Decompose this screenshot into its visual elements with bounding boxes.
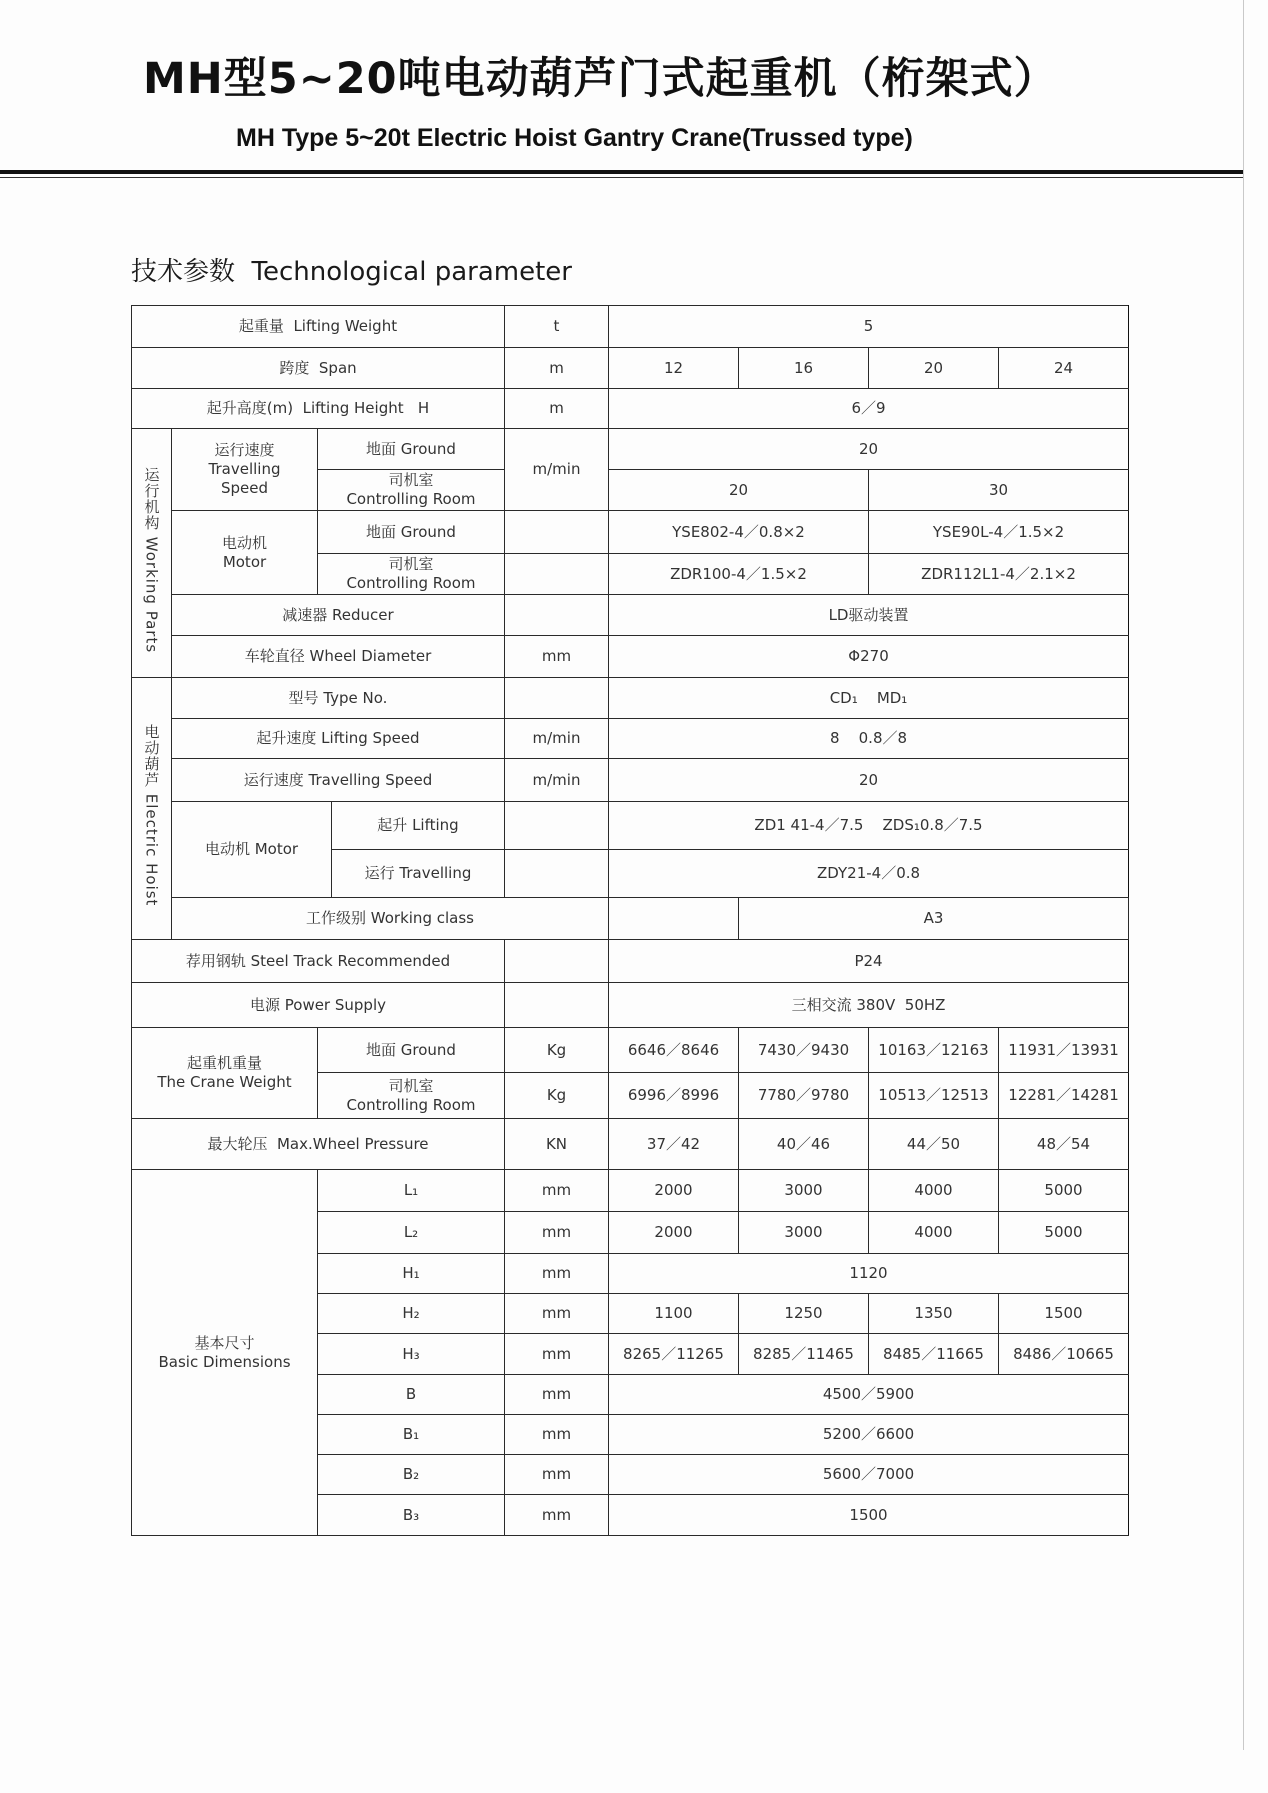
label-cell: 荐用钢轨 Steel Track Recommended [132, 940, 505, 983]
value-cell: 40／46 [739, 1119, 869, 1170]
sub-label-cell: L₁ [318, 1170, 505, 1212]
row-lifting-weight [132, 306, 1129, 348]
row-type-no [132, 678, 1129, 719]
sub-label-cell: 起升 Lifting [332, 802, 505, 850]
value-cell: Φ270 [609, 636, 1129, 678]
header-rule-thick [0, 170, 1243, 174]
value-cell: 20 [869, 348, 999, 389]
sub-label-cell: H₃ [318, 1334, 505, 1375]
spec-table [131, 305, 1129, 1536]
value-cell: 24 [999, 348, 1129, 389]
unit-cell: mm [505, 1415, 609, 1455]
value-cell: 2000 [609, 1170, 739, 1212]
group-label-electric-hoist: 电动葫芦 Electric Hoist [142, 724, 161, 907]
unit-cell [505, 850, 609, 898]
sub-label-cell: 地面 Ground [318, 1028, 505, 1073]
value-cell: 1500 [999, 1294, 1129, 1334]
unit-cell [505, 802, 609, 850]
label-cell: 起重量 Lifting Weight [132, 306, 505, 348]
row-motor-ground [132, 511, 1129, 554]
page-title-chinese: MH型5~20吨电动葫芦门式起重机（桁架式） [143, 54, 1058, 104]
value-cell: 6646／8646 [609, 1028, 739, 1073]
unit-cell: mm [505, 1455, 609, 1495]
value-cell: 7780／9780 [739, 1073, 869, 1119]
row-span [132, 348, 1129, 389]
sub-label-cell: H₂ [318, 1294, 505, 1334]
row-reducer [132, 595, 1129, 636]
group-label-working-parts: 运行机构 Working Parts [142, 467, 161, 654]
sub-label-cell: 司机室 Controlling Room [318, 470, 505, 511]
unit-cell: mm [505, 1254, 609, 1294]
unit-cell: m [505, 389, 609, 429]
sub-label-cell: H₁ [318, 1254, 505, 1294]
label-cell: 运行速度 Travelling Speed [172, 429, 318, 511]
value-cell: LD驱动装置 [609, 595, 1129, 636]
label-cell: 电动机 Motor [172, 511, 318, 595]
unit-cell: t [505, 306, 609, 348]
value-cell: 8285／11465 [739, 1334, 869, 1375]
label-cell: 跨度 Span [132, 348, 505, 389]
row-power-supply [132, 983, 1129, 1028]
value-cell: 5000 [999, 1212, 1129, 1254]
row-lifting-speed [132, 719, 1129, 759]
value-cell: 3000 [739, 1170, 869, 1212]
row-lifting-height [132, 389, 1129, 429]
value-cell: ZDR100-4／1.5×2 [609, 554, 869, 595]
value-cell: 4000 [869, 1170, 999, 1212]
unit-cell: mm [505, 1495, 609, 1536]
unit-cell: mm [505, 1170, 609, 1212]
value-cell: 12 [609, 348, 739, 389]
value-cell: 5200／6600 [609, 1415, 1129, 1455]
row-travelling-speed-ground [132, 429, 1129, 470]
unit-cell: m/min [505, 429, 609, 511]
row-hoist-motor-lifting [132, 802, 1129, 850]
value-cell: ZD1 41-4／7.5 ZDS₁0.8／7.5 [609, 802, 1129, 850]
sub-label-cell: 地面 Ground [318, 429, 505, 470]
sub-label-cell: 运行 Travelling [332, 850, 505, 898]
value-cell: 1350 [869, 1294, 999, 1334]
row-dim-l1 [132, 1170, 1129, 1212]
value-cell: ZDY21-4／0.8 [609, 850, 1129, 898]
unit-cell: Kg [505, 1073, 609, 1119]
group-cell-working-parts [132, 429, 172, 678]
value-cell: 5600／7000 [609, 1455, 1129, 1495]
value-cell: 11931／13931 [999, 1028, 1129, 1073]
value-cell: 1120 [609, 1254, 1129, 1294]
unit-cell [505, 595, 609, 636]
header-rule-thin [0, 177, 1243, 178]
label-cell: 减速器 Reducer [172, 595, 505, 636]
value-cell: 8265／11265 [609, 1334, 739, 1375]
label-cell: 起重机重量 The Crane Weight [132, 1028, 318, 1119]
value-cell: CD₁ MD₁ [609, 678, 1129, 719]
group-cell-electric-hoist [132, 678, 172, 940]
label-cell: 基本尺寸 Basic Dimensions [132, 1170, 318, 1536]
unit-cell: m [505, 348, 609, 389]
value-cell: YSE90L-4／1.5×2 [869, 511, 1129, 554]
unit-cell: mm [505, 1334, 609, 1375]
row-crane-weight-ground [132, 1028, 1129, 1073]
sub-label-cell: B₃ [318, 1495, 505, 1536]
value-cell: 三相交流 380V 50HZ [609, 983, 1129, 1028]
sub-label-cell: B₂ [318, 1455, 505, 1495]
label-cell: 最大轮压 Max.Wheel Pressure [132, 1119, 505, 1170]
unit-cell: m/min [505, 719, 609, 759]
value-cell: 10513／12513 [869, 1073, 999, 1119]
label-cell: 起升速度 Lifting Speed [172, 719, 505, 759]
sub-label-cell: 地面 Ground [318, 511, 505, 554]
value-cell: ZDR112L1-4／2.1×2 [869, 554, 1129, 595]
value-cell: 4000 [869, 1212, 999, 1254]
row-hoist-travelling-speed [132, 759, 1129, 802]
label-cell: 起升高度(m) Lifting Height H [132, 389, 505, 429]
sub-label-cell: B [318, 1375, 505, 1415]
value-cell: 1250 [739, 1294, 869, 1334]
page-title-english: MH Type 5~20t Electric Hoist Gantry Crane(Trussed type) [236, 124, 913, 152]
value-cell: 1500 [609, 1495, 1129, 1536]
value-cell: 8485／11665 [869, 1334, 999, 1375]
value-cell: 6996／8996 [609, 1073, 739, 1119]
label-cell: 车轮直径 Wheel Diameter [172, 636, 505, 678]
value-cell: 4500／5900 [609, 1375, 1129, 1415]
value-cell: 20 [609, 759, 1129, 802]
value-cell: 20 [609, 429, 1129, 470]
unit-cell [505, 678, 609, 719]
value-cell: 7430／9430 [739, 1028, 869, 1073]
unit-cell: mm [505, 1212, 609, 1254]
unit-cell [505, 983, 609, 1028]
unit-cell [609, 898, 739, 940]
value-cell: 2000 [609, 1212, 739, 1254]
sub-label-cell: B₁ [318, 1415, 505, 1455]
value-cell: 8486／10665 [999, 1334, 1129, 1375]
label-cell: 运行速度 Travelling Speed [172, 759, 505, 802]
value-cell: 48／54 [999, 1119, 1129, 1170]
row-working-class [132, 898, 1129, 940]
value-cell: 10163／12163 [869, 1028, 999, 1073]
value-cell: 12281／14281 [999, 1073, 1129, 1119]
row-max-wheel-pressure [132, 1119, 1129, 1170]
unit-cell: mm [505, 636, 609, 678]
value-cell: 44／50 [869, 1119, 999, 1170]
row-wheel-diameter [132, 636, 1129, 678]
value-cell: 37／42 [609, 1119, 739, 1170]
value-cell: 30 [869, 470, 1129, 511]
value-cell: 5 [609, 306, 1129, 348]
value-cell: 3000 [739, 1212, 869, 1254]
section-heading: 技术参数 Technological parameter [131, 257, 572, 287]
value-cell: YSE802-4／0.8×2 [609, 511, 869, 554]
value-cell: 5000 [999, 1170, 1129, 1212]
unit-cell [505, 940, 609, 983]
value-cell: 20 [609, 470, 869, 511]
unit-cell: mm [505, 1294, 609, 1334]
unit-cell: KN [505, 1119, 609, 1170]
value-cell: 1100 [609, 1294, 739, 1334]
value-cell: 8 0.8／8 [609, 719, 1129, 759]
label-cell: 工作级别 Working class [172, 898, 609, 940]
sub-label-cell: L₂ [318, 1212, 505, 1254]
row-steel-track [132, 940, 1129, 983]
value-cell: A3 [739, 898, 1129, 940]
label-cell: 电动机 Motor [172, 802, 332, 898]
sub-label-cell: 司机室 Controlling Room [318, 1073, 505, 1119]
value-cell: 6／9 [609, 389, 1129, 429]
label-cell: 型号 Type No. [172, 678, 505, 719]
unit-cell: mm [505, 1375, 609, 1415]
unit-cell [505, 511, 609, 554]
unit-cell: m/min [505, 759, 609, 802]
unit-cell [505, 554, 609, 595]
unit-cell: Kg [505, 1028, 609, 1073]
label-cell: 电源 Power Supply [132, 983, 505, 1028]
value-cell: P24 [609, 940, 1129, 983]
sub-label-cell: 司机室 Controlling Room [318, 554, 505, 595]
page-edge-line [1243, 0, 1244, 1750]
value-cell: 16 [739, 348, 869, 389]
